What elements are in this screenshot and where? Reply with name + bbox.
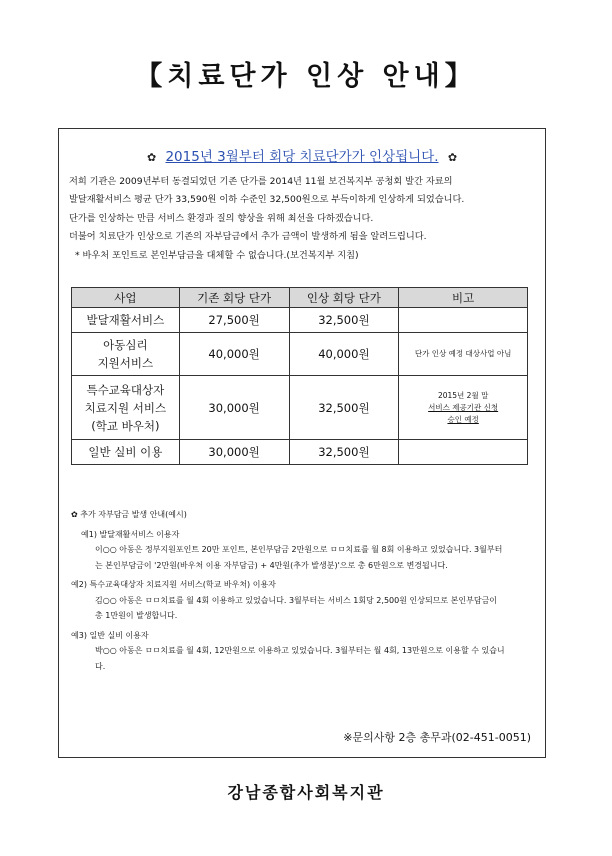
new-price-cell: 40,000원 (289, 333, 399, 376)
service-name-cell (72, 333, 180, 376)
rate-table (71, 287, 528, 465)
example-text: 김○○ 아동은 ㅁㅁ치료를 월 4회 이용하고 있었습니다. 3월부터는 서비스 1회당 2,500원 인상되므로 본인부담금이 (95, 595, 498, 605)
remark-cell (399, 333, 528, 376)
service-name: (학교 바우처) (91, 418, 160, 433)
remark-text: 2015년 2월 말 (437, 390, 489, 400)
new-price-cell: 32,500원 (289, 376, 399, 440)
old-price-cell: 40,000원 (179, 333, 289, 376)
flower-icon: ✿ (447, 151, 458, 164)
service-name: 특수교육대상자 (86, 382, 165, 397)
new-price-cell: 32,500원 (289, 440, 399, 465)
example-text: 는 본인부담금이 '2만원(바우처 이용 자부담금) + 4만원(추가 발생분)'으로 총 6만원으로 변경됩니다. (95, 560, 448, 570)
old-price-cell: 30,000원 (179, 440, 289, 465)
example-text: 총 1만원이 발생합니다. (95, 611, 178, 620)
service-name-cell (72, 440, 180, 465)
remark-text: 서비스 제공기관 신청 (428, 402, 499, 412)
new-price-cell: 32,500원 (289, 308, 399, 333)
paragraph-line: 단가를 인상하는 만큼 서비스 환경과 질의 향상을 위해 최선을 다하겠습니다. (69, 212, 374, 224)
voucher-note: * 바우처 포인트로 본인부담금을 대체할 수 없습니다.(보건복지부 지침) (75, 249, 359, 261)
notice-subtitle-text: 2015년 3월부터 회당 치료단가가 인상됩니다. (165, 149, 439, 165)
service-name: 발달재활서비스 (86, 313, 165, 327)
remark-text: 단가 인상 예정 대상사업 아님 (414, 349, 512, 358)
remark-cell (399, 308, 528, 333)
old-price-cell: 27,500원 (179, 308, 289, 333)
column-header: 인상 회당 단가 (289, 288, 399, 308)
column-header: 비고 (399, 288, 528, 308)
page-title: 【치료단가 인상 안내】 (135, 61, 477, 92)
flower-icon: ✿ (146, 151, 157, 164)
table-row (72, 376, 528, 440)
example-label: 예1) 발달재활서비스 이용자 (81, 529, 180, 539)
contact-info: ※문의사항 2층 총무과(02-451-0051) (343, 731, 531, 744)
service-name: 일반 실비 이용 (88, 445, 163, 459)
notice-box (58, 128, 546, 758)
paragraph-line: 발달재활서비스 평균 단가 33,590원 이하 수준인 32,500원으로 부득이하게 인상하게 되었습니다. (69, 194, 465, 206)
example-text: 다. (95, 661, 106, 671)
paragraph-line: 저희 기관은 2009년부터 동결되었던 기존 단가를 2014년 11월 보건복지부 공청회 발간 자료의 (69, 176, 453, 187)
old-price-cell: 30,000원 (179, 376, 289, 440)
column-header: 사업 (72, 288, 180, 308)
table-row (72, 333, 528, 376)
example-text: 이○○ 아동은 정부지원포인트 20만 포인트, 본인부담금 2만원으로 ㅁㅁ치료를 월 8회 이용하고 있었습니다. 3월부터 (95, 545, 503, 554)
table-row (72, 440, 528, 465)
examples-heading: ✿ 추가 자부담금 발생 안내(예시) (71, 510, 187, 519)
notice-paragraph (69, 173, 539, 265)
table-header-row (72, 288, 528, 308)
example-label: 예3) 일반 실비 이용자 (71, 630, 149, 640)
column-header: 기존 회당 단가 (179, 288, 289, 308)
paragraph-line: 더불어 치료단가 인상으로 기존의 자부담금에서 추가 금액이 발생하게 됨을 알려드립니다. (69, 231, 427, 243)
service-name-cell (72, 376, 180, 440)
example-label: 예2) 특수교육대상자 치료지원 서비스(학교 바우처) 이용자 (71, 580, 276, 589)
notice-subtitle (59, 145, 545, 165)
service-name: 지원서비스 (97, 356, 154, 370)
remark-text: 승인 예정 (447, 414, 479, 424)
remark-cell (399, 440, 528, 465)
remark-cell (399, 376, 528, 440)
table-row (72, 308, 528, 333)
service-name: 치료지원 서비스 (84, 400, 167, 415)
organization-name: 강남종합사회복지관 (227, 783, 385, 802)
service-name-cell (72, 308, 180, 333)
example-text: 박○○ 아동은 ㅁㅁ치료를 월 4회, 12만원으로 이용하고 있었습니다. 3월부터는 월 4회, 13만원으로 이용할 수 있습니 (95, 646, 505, 655)
examples-section (71, 507, 537, 674)
service-name: 아동심리 (103, 338, 148, 352)
